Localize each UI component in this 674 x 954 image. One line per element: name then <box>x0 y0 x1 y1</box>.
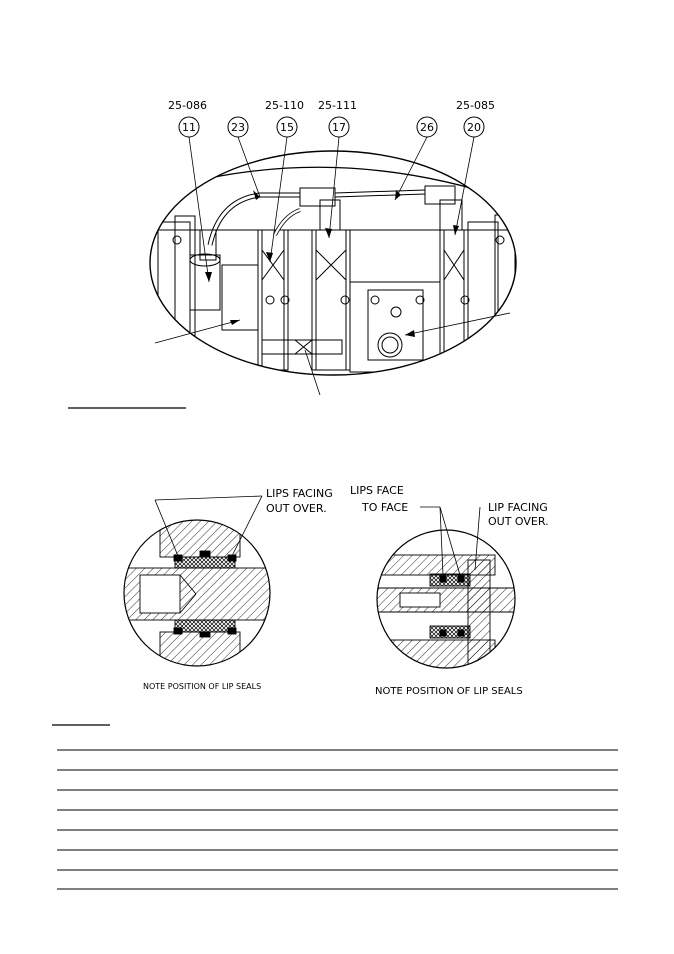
left-note: NOTE POSITION OF LIP SEALS <box>143 682 262 691</box>
svg-text:15: 15 <box>280 121 294 134</box>
right-note: NOTE POSITION OF LIP SEALS <box>375 686 523 697</box>
balloon-15 <box>277 117 297 137</box>
part-number-25-110: 25-110 <box>265 99 304 112</box>
seal-detail-left <box>120 487 333 691</box>
right-callout-a-line1: LIPS FACE <box>350 484 404 497</box>
svg-text:26: 26 <box>420 121 434 134</box>
balloon-17 <box>329 117 349 137</box>
table-rules <box>57 750 618 889</box>
balloon-26 <box>417 117 437 137</box>
part-number-25-086: 25-086 <box>168 99 207 112</box>
right-callout-b-line2: OUT OVER. <box>488 515 549 528</box>
svg-text:11: 11 <box>182 121 196 134</box>
svg-text:23: 23 <box>231 121 245 134</box>
left-callout-line1: LIPS FACING <box>266 487 333 500</box>
part-number-25-111: 25-111 <box>318 99 357 112</box>
left-callout-line2: OUT OVER. <box>266 502 327 515</box>
svg-text:17: 17 <box>332 121 346 134</box>
balloon-23 <box>228 117 248 137</box>
balloon-11 <box>179 117 199 137</box>
seal-detail-right <box>350 484 549 697</box>
svg-text:20: 20 <box>467 121 481 134</box>
right-callout-a-line2: TO FACE <box>362 501 409 514</box>
assembly-view <box>150 99 520 395</box>
part-number-25-085: 25-085 <box>456 99 495 112</box>
right-callout-b-line1: LIP FACING <box>488 501 548 514</box>
balloon-20 <box>464 117 484 137</box>
